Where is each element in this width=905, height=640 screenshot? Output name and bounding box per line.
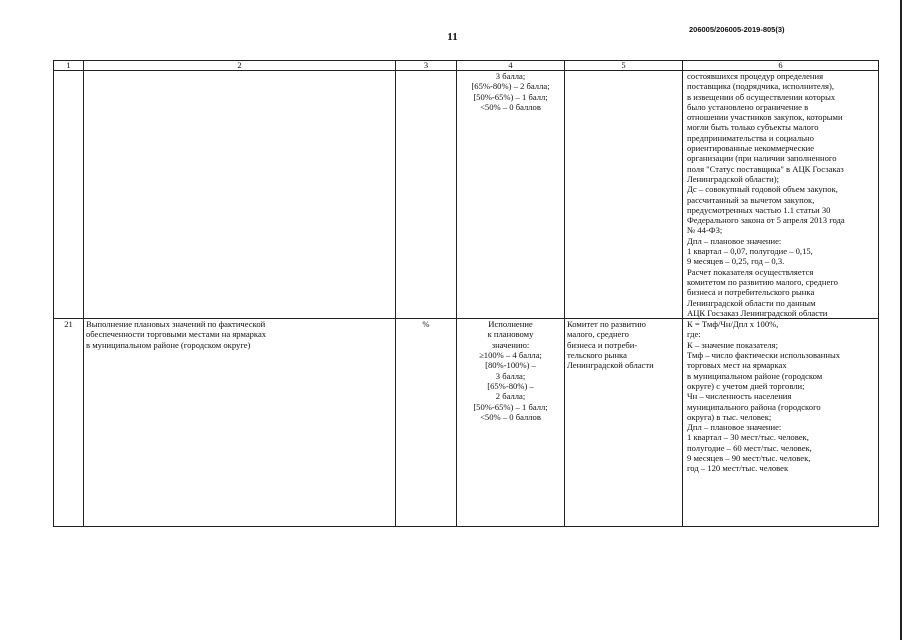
text-line: [65%-80%) – — [487, 380, 534, 391]
text-line: Дпл – плановое значение: — [687, 235, 782, 246]
text-line: предусмотренных частью 1.1 статьи 30 — [687, 204, 831, 215]
column-number-row — [54, 61, 879, 71]
text-line: бизнеса и потребительского рынка — [687, 287, 815, 298]
text-line: состоявшихся процедур определения — [687, 71, 824, 81]
text-line: ≥100% – 4 балла; — [479, 350, 542, 361]
column-header-4: 4 — [457, 61, 565, 71]
text-line: округа) в тыс. человек; — [687, 411, 772, 422]
cell-unit: % — [396, 319, 457, 527]
text-line: Расчет показателя осуществляется — [687, 266, 814, 277]
column-header-3: 3 — [396, 61, 457, 71]
table-row-continued — [54, 71, 879, 319]
text-line: отношении участников закупок, которыми — [687, 112, 843, 123]
text-line: поставщика (подрядчика, исполнителя), — [687, 81, 834, 92]
scan-edge-line — [900, 0, 902, 640]
column-header-2: 2 — [84, 61, 396, 71]
text-line: Дпл – плановое значение: — [687, 422, 782, 433]
text-line: округе) с учетом дней торговли; — [687, 380, 805, 391]
cell-number — [54, 71, 84, 319]
text-line: ориентированные некоммерческие — [687, 143, 815, 154]
text-line: рассчитанный за вычетом закупок, — [687, 194, 815, 205]
cell-scoring — [457, 71, 565, 319]
text-line: [50%-65%) – 1 балл; — [473, 91, 548, 102]
text-line: предпринимательства и социально — [687, 132, 814, 143]
column-header-6: 6 — [683, 61, 879, 71]
text-line: [65%-80%) – 2 балла; — [471, 81, 550, 92]
text-line: Ленинградской области по данным — [687, 297, 816, 308]
text-line: Комитет по развитию — [567, 319, 646, 330]
document-code: 206005/206005-2019-805(3) — [689, 25, 785, 34]
cell-indicator-name — [84, 71, 396, 319]
text-line: <50% – 0 баллов — [480, 411, 541, 422]
text-line: малого, среднего — [567, 329, 629, 340]
text-line: Дс – совокупный годовой объем закупок, — [687, 184, 838, 195]
cell-scoring — [457, 319, 565, 527]
text-line: К = Тмф/Чн/Дпл х 100%, — [687, 319, 779, 330]
cell-indicator-name — [84, 319, 396, 527]
text-line: Ленинградской области); — [687, 173, 779, 184]
text-line: в муниципальном районе (городском — [687, 370, 823, 381]
text-line: Исполнение — [488, 319, 533, 330]
text-line: 9 месяцев – 0,25, год – 0,3. — [687, 256, 785, 267]
text-line: было установлено ограничение в — [687, 101, 809, 112]
indicators-table — [53, 60, 879, 527]
text-line: 2 балла; — [495, 391, 526, 402]
page-number: 11 — [447, 31, 458, 43]
text-line: № 44-ФЗ; — [687, 225, 723, 236]
text-line: Выполнение плановых значений по фактической — [86, 319, 266, 330]
text-line: организации (при наличии заполненного — [687, 153, 837, 164]
text-line: АЦК Госзаказ Ленинградской области — [687, 307, 828, 318]
text-line: обеспеченности торговыми местами на ярмарках — [86, 329, 267, 340]
text-line: в извещении об осуществлении которых — [687, 91, 836, 102]
text-line: поля "Статус поставщика" в АЦК Госзаказ — [687, 163, 844, 174]
text-line: 3 балла; — [495, 370, 526, 381]
column-header-1: 1 — [54, 61, 84, 71]
text-line: 3 балла; — [495, 71, 526, 81]
text-line: год – 120 мест/тыс. человек — [687, 463, 789, 474]
text-line: комитетом по развитию малого, среднего — [687, 276, 838, 287]
text-line: к плановому — [487, 329, 534, 340]
text-line: К – значение показателя; — [687, 339, 779, 350]
text-line: Ленинградской области — [567, 360, 654, 371]
text-line: Федерального закона от 5 апреля 2013 года — [687, 215, 845, 226]
cell-calculation — [683, 319, 879, 527]
text-line: могли быть только субъекты малого — [687, 122, 819, 133]
text-line: Чн – численность населения — [687, 391, 792, 402]
text-line: Тмф – число фактически использованных — [687, 350, 841, 361]
cell-responsible — [565, 319, 683, 527]
text-line: <50% – 0 баллов — [480, 101, 541, 112]
text-line: тельского рынка — [567, 350, 627, 361]
text-line: [50%-65%) – 1 балл; — [473, 401, 548, 412]
text-line: бизнеса и потреби- — [567, 339, 638, 350]
text-line: 1 квартал – 0,07, полугодие – 0,15, — [687, 246, 813, 257]
text-line: полугодие – 60 мест/тыс. человек, — [687, 442, 812, 453]
text-line: где: — [687, 329, 701, 340]
text-line: в муниципальном районе (городском округе) — [86, 339, 251, 350]
text-line: муниципального района (городского — [687, 401, 821, 412]
text-line: значению: — [491, 339, 530, 350]
column-header-5: 5 — [565, 61, 683, 71]
cell-calculation — [683, 71, 879, 319]
text-line: 1 квартал – 30 мест/тыс. человек, — [687, 432, 809, 443]
text-line: [80%-100%) – — [485, 360, 536, 371]
cell-unit — [396, 71, 457, 319]
cell-number: 21 — [54, 319, 84, 527]
cell-responsible — [565, 71, 683, 319]
table-row-21 — [54, 319, 879, 527]
text-line: торговых мест на ярмарках — [687, 360, 787, 371]
text-line: 9 месяцев – 90 мест/тыс. человек, — [687, 452, 811, 463]
